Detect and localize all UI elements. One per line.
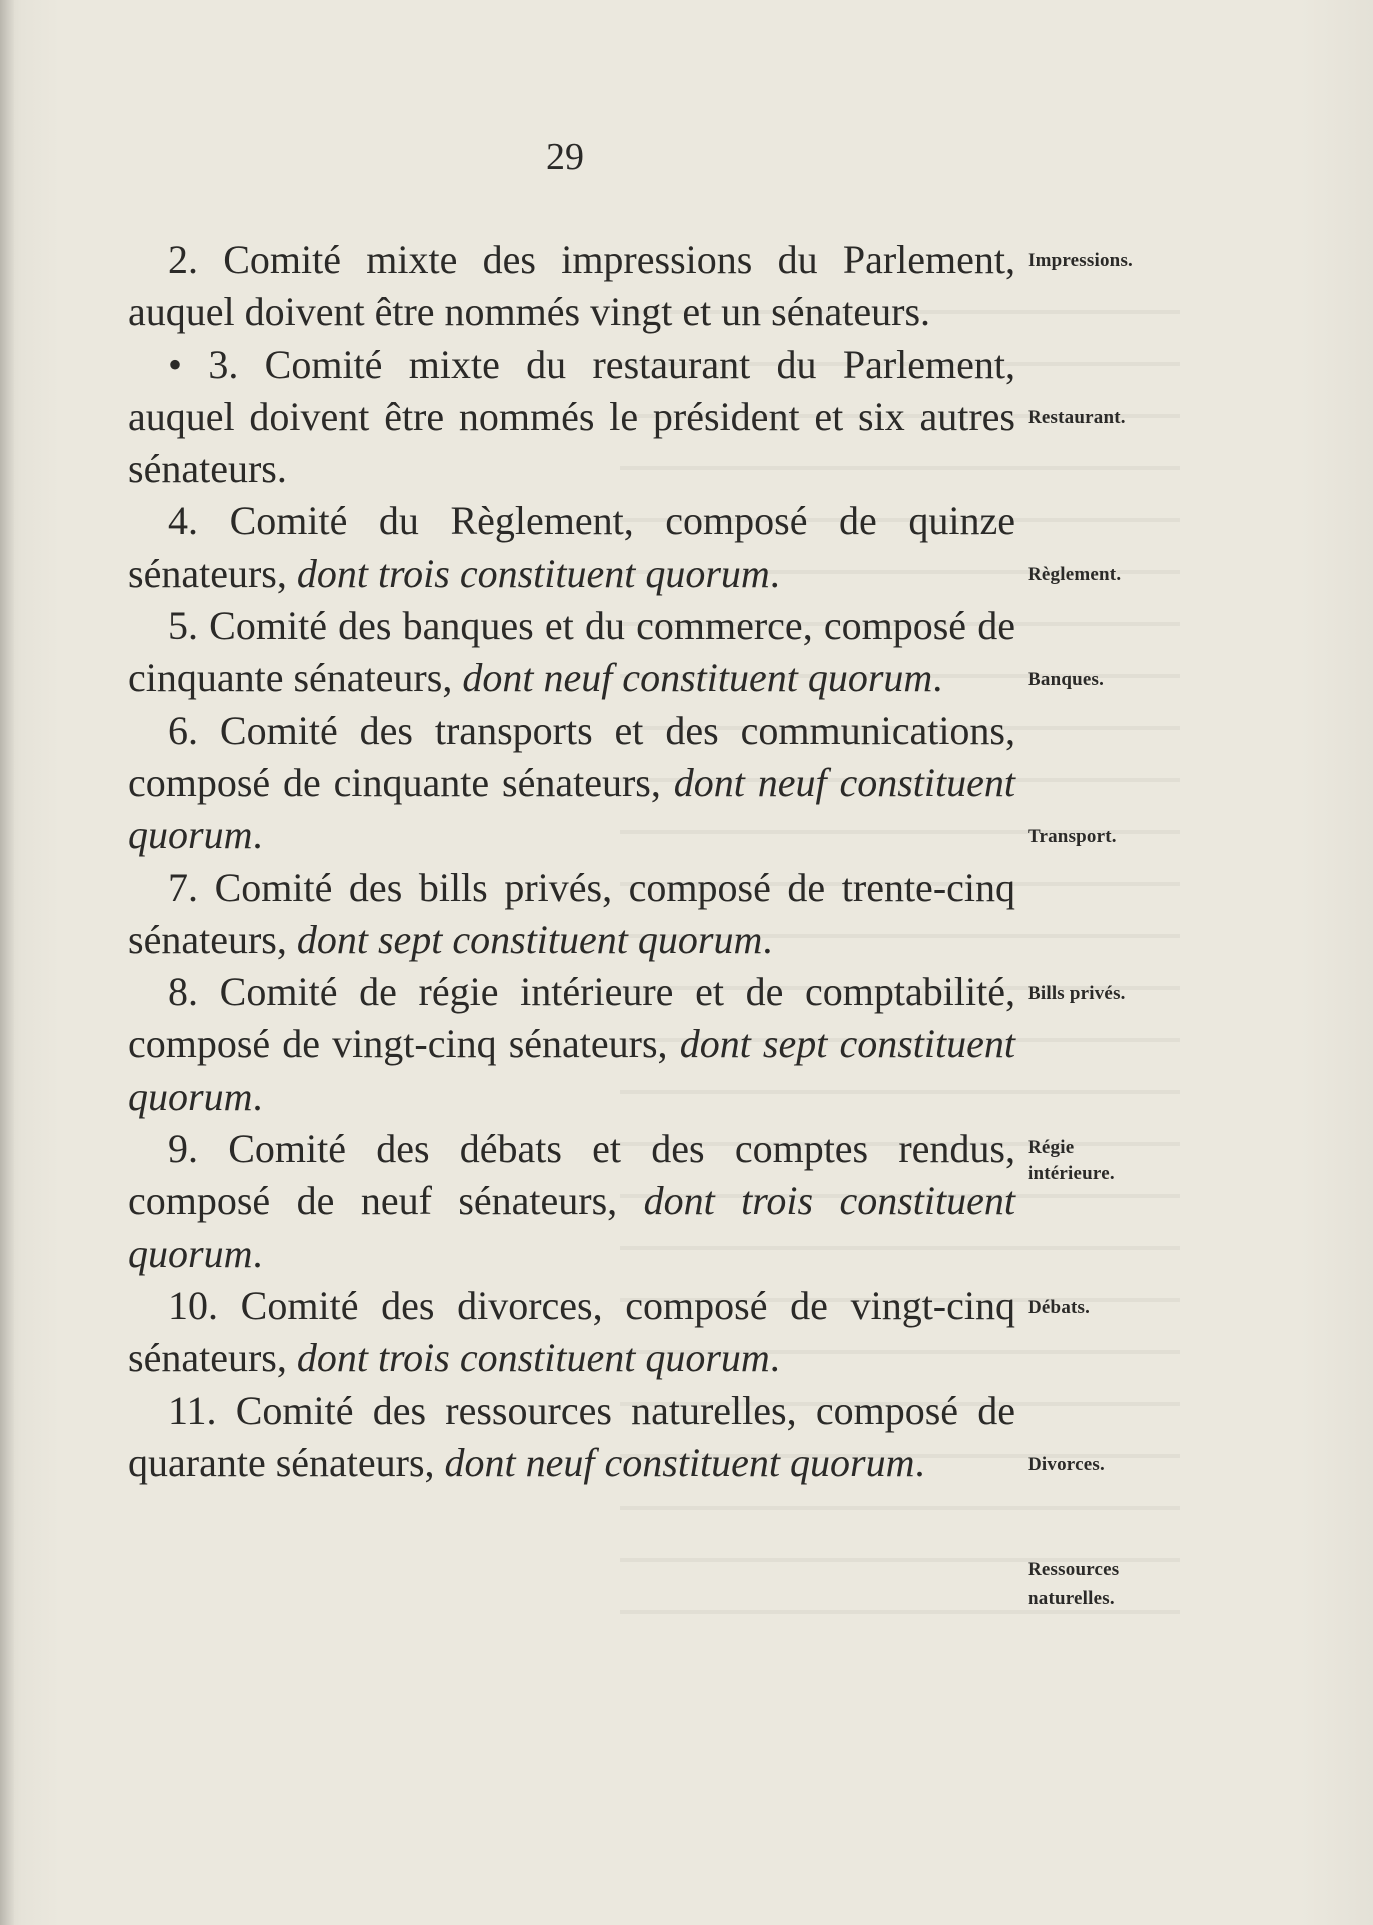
paragraph-tail: . [769, 550, 780, 596]
paragraph-italic: dont neuf constituent quorum [462, 655, 933, 701]
paragraph-text: 4. Comité du Règlement, composé de quinze sénateurs, [128, 498, 1015, 596]
paragraph-tail: . [932, 655, 943, 701]
paragraph-banques [128, 600, 1015, 705]
paragraph-tail: . [252, 1073, 263, 1119]
marginal-note-line2: naturelles. [1028, 1588, 1115, 1609]
paragraph-italic: dont trois constituent quorum [128, 1178, 1016, 1276]
paragraph-text: 2. Comité mixte des impressions du Parlement, auquel doivent être nommés vingt et un sénateurs. [128, 237, 1015, 335]
marginal-note: Ressources [1028, 1559, 1120, 1580]
paragraph-italic: dont sept constituent quorum [128, 1021, 1016, 1119]
paragraph-text: 8. Comité de régie intérieure et de comptabilité, composé de vingt-cinq sénateurs, [128, 969, 1015, 1067]
paragraph-text: • 3. Comité mixte du restaurant du Parlement, auquel doivent être nommés le président et six autres sénateurs. [128, 341, 1015, 492]
paragraph-bills-prives [128, 862, 1015, 967]
paragraph-text: 11. Comité des ressources naturelles, composé de quarante sénateurs, [128, 1387, 1015, 1485]
paragraph-divorces [128, 1280, 1015, 1385]
marginal-note: Divorces. [1028, 1454, 1105, 1475]
marginal-note: Banques. [1028, 669, 1105, 690]
paragraph-transport [128, 705, 1015, 862]
paragraph-italic: dont trois constituent quorum [296, 550, 770, 596]
paragraph-impressions [128, 234, 1015, 339]
paragraph-italic: dont neuf constituent quorum [128, 759, 1015, 858]
paragraph-reglement [128, 495, 1015, 600]
paragraph-italic: dont neuf constituent quorum [444, 1439, 915, 1485]
paragraph-tail: . [762, 916, 773, 962]
paragraph-italic: dont sept constituent quorum [296, 916, 763, 962]
paragraph-italic: dont trois constituent quorum [296, 1335, 770, 1381]
paragraph-text: 9. Comité des débats et des comptes rendus, composé de neuf sénateurs, [128, 1126, 1015, 1224]
paragraph-ressources-naturelles [128, 1385, 1015, 1490]
paragraph-regie-interieure [128, 966, 1015, 1123]
marginal-note: Débats. [1028, 1297, 1091, 1318]
paragraph-tail: . [252, 812, 263, 858]
binding-edge [0, 0, 14, 1925]
paragraph-tail: . [769, 1335, 780, 1381]
marginal-note: Régie [1028, 1137, 1075, 1158]
paragraph-tail: . [914, 1439, 925, 1485]
paragraph-restaurant [128, 339, 1015, 496]
paragraph-text: 6. Comité des transports et des communications, composé de cinquante sénateurs, [128, 707, 1015, 805]
page-number: 29 [546, 136, 584, 178]
paragraph-debats [128, 1123, 1015, 1280]
marginal-note: Bills privés. [1028, 983, 1126, 1004]
paragraph-text: 5. Comité des banques et du commerce, composé de cinquante sénateurs, [128, 603, 1015, 701]
marginal-note-line2: intérieure. [1028, 1163, 1115, 1184]
marginal-note: Impressions. [1028, 250, 1133, 271]
marginal-note: Transport. [1028, 826, 1117, 847]
text-column [128, 234, 1015, 1489]
marginal-note: Restaurant. [1028, 407, 1126, 428]
paragraph-text: 7. Comité des bills privés, composé de trente-cinq sénateurs, [128, 864, 1015, 962]
paragraph-text: 10. Comité des divorces, composé de vingt-cinq sénateurs, [128, 1282, 1015, 1381]
paragraph-tail: . [252, 1230, 263, 1276]
marginal-note: Règlement. [1028, 564, 1122, 585]
